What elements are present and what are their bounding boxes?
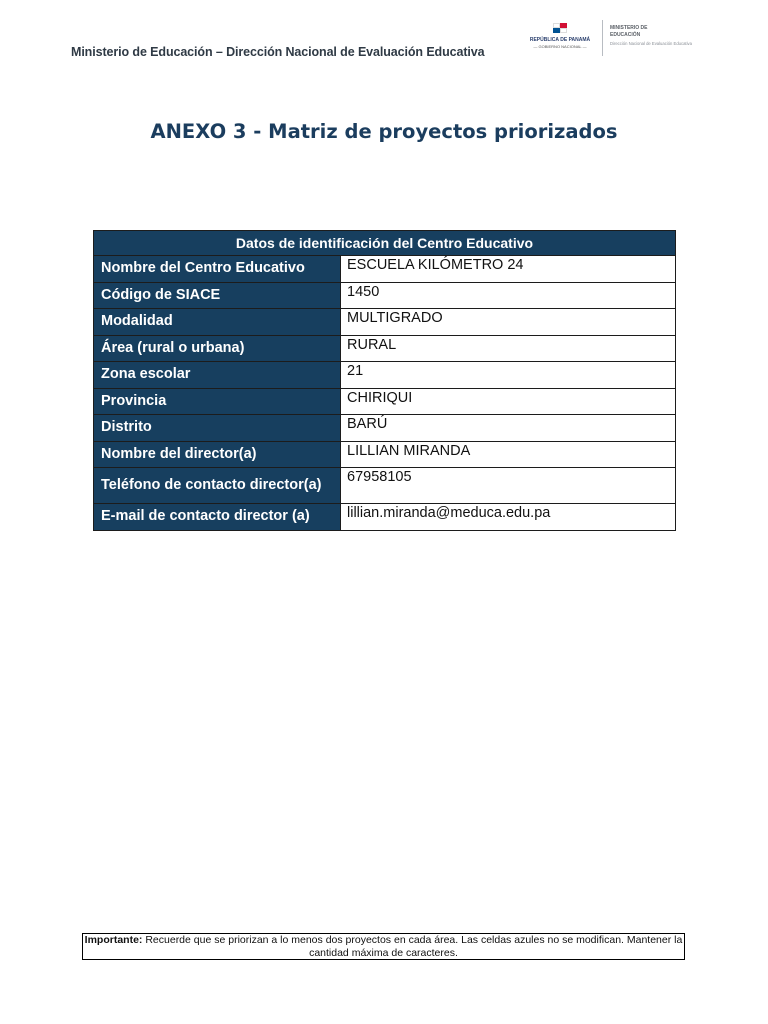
table-row	[94, 362, 676, 389]
row-value[interactable]: BARÚ	[341, 415, 676, 442]
logo-divider	[602, 20, 603, 56]
row-value[interactable]: MULTIGRADO	[341, 309, 676, 336]
row-label: Zona escolar	[94, 362, 341, 389]
row-value[interactable]: CHIRIQUI	[341, 388, 676, 415]
table-row	[94, 282, 676, 309]
row-label: Provincia	[94, 388, 341, 415]
table-heading: Datos de identificación del Centro Educativo	[94, 231, 676, 256]
table-row	[94, 335, 676, 362]
row-label: Código de SIACE	[94, 282, 341, 309]
note-text: Recuerde que se priorizan a lo menos dos proyectos en cada área. Las celdas azules no se modifican. Mantener la cantidad máxima de caracteres.	[142, 934, 683, 959]
row-value[interactable]: lillian.miranda@meduca.edu.pa	[341, 504, 676, 531]
table-row	[94, 441, 676, 468]
ministry-education-logo	[610, 25, 700, 46]
table-row	[94, 309, 676, 336]
table-row	[94, 468, 676, 504]
ministry-header-text: Ministerio de Educación – Dirección Nacional de Evaluación Educativa	[71, 45, 485, 59]
school-identification-table	[93, 230, 676, 531]
row-label: Distrito	[94, 415, 341, 442]
panama-republic-logo	[524, 18, 596, 58]
row-value[interactable]: 21	[341, 362, 676, 389]
panama-flag-icon	[553, 23, 567, 33]
row-label: E-mail de contacto director (a)	[94, 504, 341, 531]
ministry-logo	[524, 18, 699, 58]
table-row	[94, 256, 676, 283]
logo-ministry-line2: EDUCACIÓN	[610, 32, 641, 38]
row-value[interactable]: ESCUELA KILÓMETRO 24	[341, 256, 676, 283]
row-label: Teléfono de contacto director(a)	[94, 468, 341, 504]
logo-republic-text: REPÚBLICA DE PANAMÁ	[529, 37, 591, 43]
logo-direction-text: Dirección Nacional de Evaluación Educativa	[610, 41, 692, 46]
row-label: Modalidad	[94, 309, 341, 336]
important-note	[82, 933, 685, 960]
row-label: Nombre del Centro Educativo	[94, 256, 341, 283]
row-label: Nombre del director(a)	[94, 441, 341, 468]
row-value[interactable]: 1450	[341, 282, 676, 309]
row-value[interactable]: LILLIAN MIRANDA	[341, 441, 676, 468]
row-value[interactable]: RURAL	[341, 335, 676, 362]
page-title: ANEXO 3 - Matriz de proyectos priorizados	[150, 120, 618, 143]
row-value[interactable]: 67958105	[341, 468, 676, 504]
logo-government-text: — GOBIERNO NACIONAL —	[533, 44, 587, 49]
table-row	[94, 415, 676, 442]
note-bold-label: Importante:	[84, 934, 143, 946]
table-row	[94, 504, 676, 531]
row-label: Área (rural o urbana)	[94, 335, 341, 362]
table-row	[94, 388, 676, 415]
logo-ministry-line1: MINISTERIO DE	[610, 25, 648, 31]
